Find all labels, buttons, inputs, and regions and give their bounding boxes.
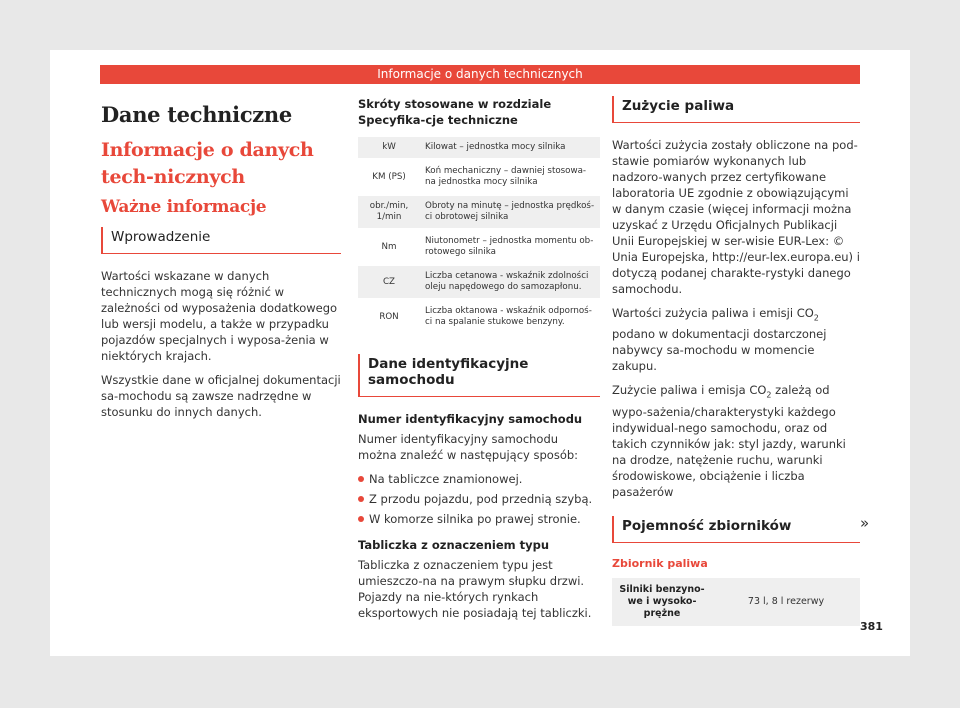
fuel-tank-table [612, 578, 860, 626]
text-part: podano w dokumentacji dostarczonej nabywcy sa-mochodu w momencie zakupu. [612, 327, 827, 374]
type-plate-subheading: Tabliczka z oznaczeniem typu [358, 538, 550, 552]
fuel-paragraph-2 [612, 305, 860, 374]
vin-subheading: Numer identyfikacyjny samochodu [358, 412, 583, 426]
table-row [612, 578, 860, 626]
tank-capacity-heading: Pojemność zbiorników [612, 516, 860, 543]
column-left [101, 96, 341, 428]
page-number: 381 [860, 620, 883, 633]
abbr-value: Obroty na minutę – jednostka prędkoś-ci obrotowej silnika [420, 196, 600, 228]
intro-paragraph-1: Wartości wskazane w danych technicznych mogą się różnić w zależności od wyposażenia dodatkowego lub wersji modelu, a także w przypadku pojazdów specjalnych i wyposa-żenia w niektórych krajach. [101, 269, 338, 363]
list-item: Na tabliczce znamionowej. [358, 471, 600, 487]
fuel-paragraph-1: Wartości zużycia zostały obliczone na pod-stawie pomiarów wykonanych lub nadzoro-wanych przez certyfikowane laboratoria UE zgodnie z obowiązującymi w danym czasie (więcej informacji można uzyskać z Urzędu Oficjalnych Publikacji Unii Europejskiej w ser-wisie EUR-Lex: © Unia Europejska, http://eur-lex.europa.eu) i dotyczą podanej charakte-rystyki danego samochodu. [612, 138, 860, 296]
intro-heading: Wprowadzenie [101, 227, 341, 254]
abbr-key: Nm [358, 231, 420, 263]
text-part: zależą od wypo-sażenia/charakterystyki każdego indywidual-nego samochodu, oraz od takich czynników jak: styl jazdy, warunki na drodze, natężenie ruchu, warunki środowiskowe, obciążenie i liczba pasażerów [612, 383, 846, 499]
abbr-key: RON [358, 301, 420, 333]
abbr-value: Koń mechaniczny – dawniej stosowa-na jednostka mocy silnika [420, 161, 600, 193]
abbr-key: kW [358, 137, 420, 158]
column-middle [358, 96, 600, 629]
vin-locations-list [358, 471, 600, 527]
table-row [358, 196, 600, 228]
vehicle-id-heading: Dane identyfikacyjne samochodu [358, 354, 600, 397]
tank-key: Silniki benzyno-we i wysoko-prężne [612, 578, 712, 626]
tank-value: 73 l, 8 l rezerwy [712, 578, 860, 626]
abbr-key: KM (PS) [358, 161, 420, 193]
continue-marker: » [860, 514, 870, 532]
abbreviations-title: Skróty stosowane w rozdziale Specyfika-cje techniczne [358, 97, 552, 127]
intro-paragraph-2: Wszystkie dane w oficjalnej dokumentacji sa-mochodu są zawsze nadrzędne w stosunku do innych danych. [101, 373, 341, 419]
table-row [358, 137, 600, 158]
fuel-tank-subheading: Zbiornik paliwa [612, 556, 708, 570]
fuel-consumption-heading: Zużycie paliwa [612, 96, 860, 123]
list-item: W komorze silnika po prawej stronie. [358, 511, 600, 527]
subscript: 2 [766, 390, 772, 400]
table-row [358, 266, 600, 298]
list-item: Z przodu pojazdu, pod przednią szybą. [358, 491, 600, 507]
type-plate-paragraph: Tabliczka z oznaczeniem typu jest umieszczo-na na prawym słupku drzwi. Pojazdy na nie-których rynkach eksportowych nie posiadają tej tabliczki. [358, 558, 592, 620]
text-part: Zużycie paliwa i emisja CO [612, 383, 767, 398]
abbr-key: CZ [358, 266, 420, 298]
column-right [612, 96, 860, 626]
abbreviations-table [358, 134, 600, 336]
subscript: 2 [813, 313, 819, 323]
abbr-value: Liczba oktanowa - wskaźnik odpornoś-ci na spalanie stukowe benzyny. [420, 301, 600, 333]
subsection-title: Ważne informacje [101, 197, 267, 217]
abbr-key: obr./min, 1/min [358, 196, 420, 228]
vin-paragraph: Numer identyfikacyjny samochodu można znaleźć w następujący sposób: [358, 432, 579, 462]
table-row [358, 231, 600, 263]
text-part: Wartości zużycia paliwa i emisji CO [612, 306, 814, 320]
section-title: Informacje o danych tech-nicznych [101, 139, 314, 188]
abbr-value: Niutonometr – jednostka momentu ob-rotowego silnika [420, 231, 600, 263]
table-row [358, 301, 600, 333]
table-row [358, 161, 600, 193]
abbr-value: Liczba cetanowa - wskaźnik zdolności oleju napędowego do samozapłonu. [420, 266, 600, 298]
chapter-title: Dane techniczne [101, 102, 292, 127]
fuel-paragraph-3 [612, 382, 860, 499]
page-header: Informacje o danych technicznych [100, 65, 860, 84]
abbr-value: Kilowat – jednostka mocy silnika [420, 137, 600, 158]
